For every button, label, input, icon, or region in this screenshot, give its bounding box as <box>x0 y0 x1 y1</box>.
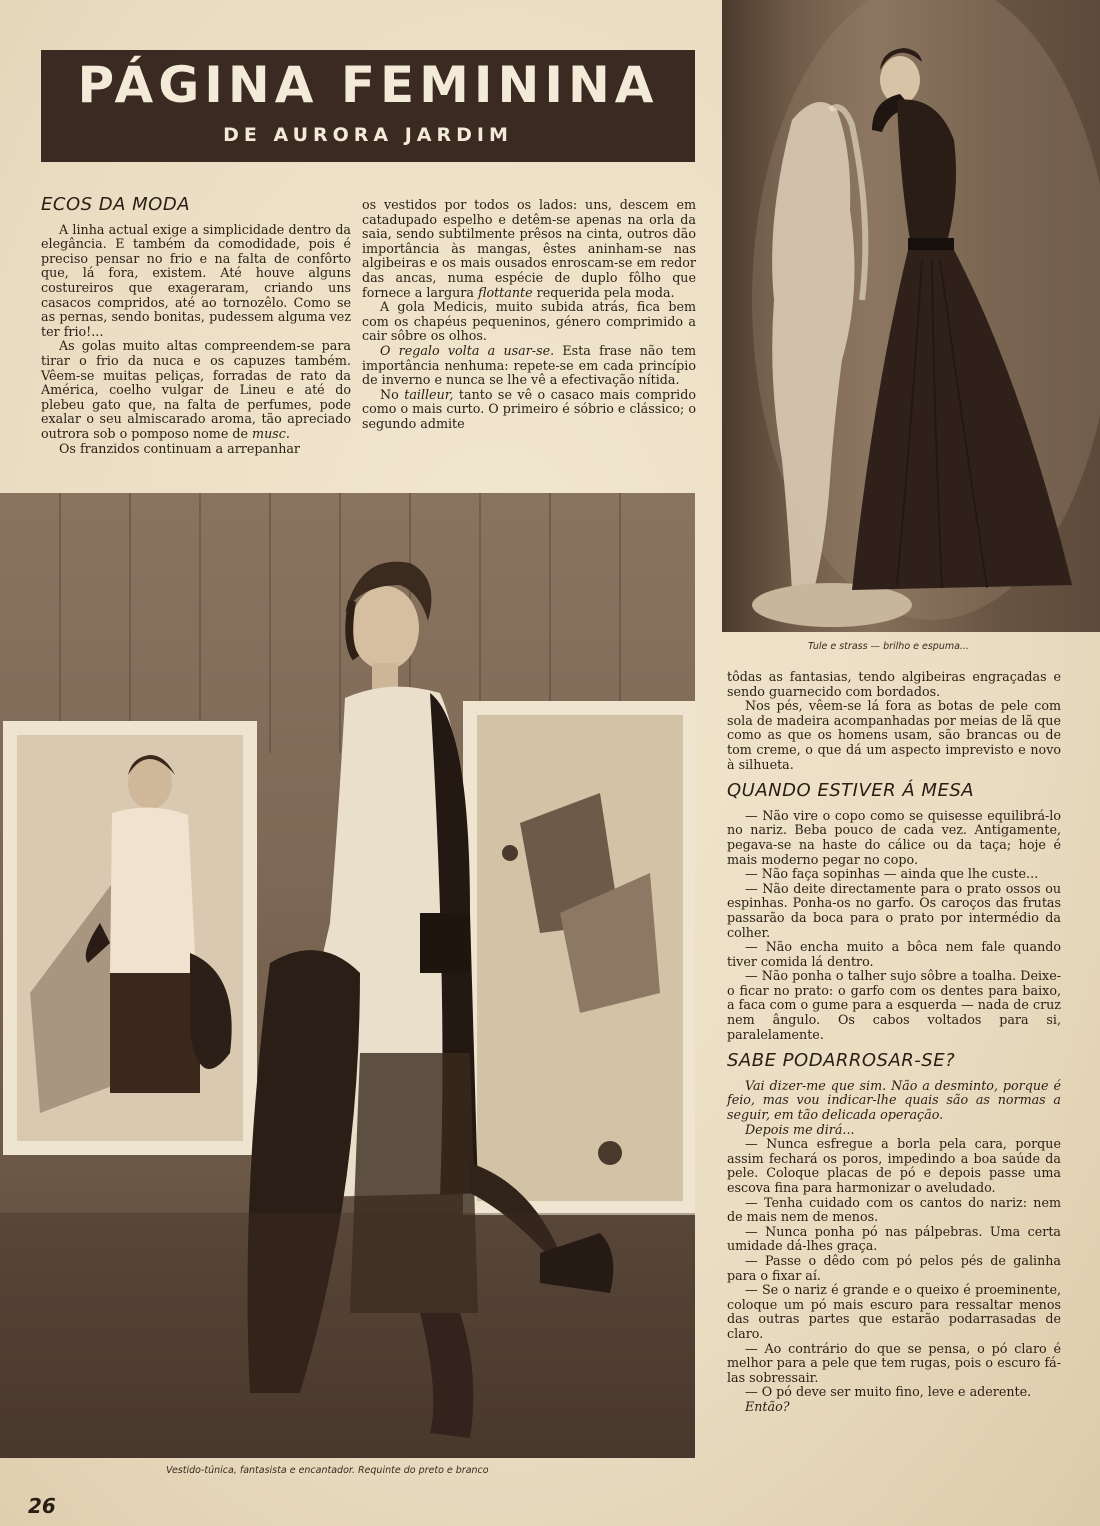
ecos-paragraph-7: No tailleur, tanto se vê o casaco mais comprido como o mais curto. O primeiro é sóbrio e clássico; o segundo admite <box>362 386 696 431</box>
mesa-item-5: — Não ponha o talher sujo sôbre a toalha. Deixe-o ficar no prato: o garfo com os dentes para baixo, a faca com o gume para a esquerda — nada de cruz nem ângulo. Os cabos voltados para si, paralelamente. <box>727 968 1061 1042</box>
right-column <box>727 670 1061 1415</box>
ecos-paragraph-4: os vestidos por todos os lados: uns, descem em catadupado espelho e detêm-se apenas na orla da saia, sendo subtilmente prêsos na cinta, outros dão importância às mangas, êstes aninham-se nas algibeiras e os mais ousados enroscam-se em redor das ancas, numa espécie de duplo fôlho que fornece a largura flottante requerida pela moda. <box>362 197 696 300</box>
podar-item-6: — Ao contrário do que se pensa, o pó claro é melhor para a pele que tem rugas, pois o escuro fá-las sobressair. <box>727 1340 1061 1385</box>
photo-evening-gown <box>722 0 1100 632</box>
mesa-item-3: — Não deite directamente para o prato ossos ou espinhas. Ponha-os no garfo. Os caroços das frutas passarão da boca para o prato por intermédio da colher. <box>727 880 1061 940</box>
mesa-heading: QUANDO ESTIVER Á MESA <box>727 780 975 802</box>
podar-heading: SABE PODARROSAR-SE? <box>727 1050 956 1072</box>
byline: DE AURORA JARDIM <box>223 124 513 146</box>
page-number: 26 <box>28 1494 56 1518</box>
podar-closing: Então? <box>745 1398 790 1414</box>
ecos-column-1 <box>41 194 351 456</box>
ecos-paragraph-6: O regalo volta a usar-se. Esta frase não tem importância nenhuma: repete-se em cada princípio de inverno e nunca se lhe vê a efectivação nítida. <box>362 342 696 388</box>
ecos-paragraph-8: tôdas as fantasias, tendo algibeiras engraçadas e sendo guarnecido com bordados. <box>727 669 1061 699</box>
mesa-item-2: — Não faça sopinhas — ainda que lhe custe... <box>745 866 1039 882</box>
podar-item-3: — Nunca ponha pó nas pálpebras. Uma certa umidade dá-lhes graça. <box>727 1223 1061 1254</box>
photo-tunic-dress <box>0 493 695 1458</box>
mesa-item-1: — Não vire o copo como se quisesse equilibrá-lo no nariz. Beba pouco de cada vez. Antigamente, pegava-se na haste do cálice ou da taça; hoje é mais moderno pegar no copo. <box>727 807 1061 867</box>
masthead <box>41 50 695 162</box>
page-title: PÁGINA FEMININA <box>77 56 659 114</box>
ecos-paragraph-5: A gola Medicis, muito subida atrás, fica bem com os chapéus pequeninos, género comprimido a cair sôbre os olhos. <box>362 299 696 344</box>
podar-intro-2: Depois me dirá... <box>745 1121 855 1137</box>
ecos-paragraph-9: Nos pés, vêem-se lá fora as botas de pele com sola de madeira acompanhadas por meias de lã que como as que os homens usam, são brancas ou de tom creme, o que dá um aspecto imprevisto e novo à silhueta. <box>727 698 1061 772</box>
ecos-paragraph-1: A linha actual exige a simplicidade dentro da elegância. E também da comodidade, pois é preciso pensar no frio e na falta de confôrto que, lá fora, existem. Até houve alguns costureiros que exageraram, criando uns casacos compridos, até ao tornozêlo. Como se as pernas, sendo bonitas, pudessem alguma vez ter frio!... <box>41 221 351 339</box>
tunic-dress-illustration <box>0 493 695 1458</box>
podar-item-7: — O pó deve ser muito fino, leve e aderente. <box>745 1384 1032 1400</box>
caption-evening-gown: Tule e strass — brilho e espuma... <box>808 641 969 652</box>
podar-intro: Vai dizer-me que sim. Não a desminto, porque é feio, mas vou indicar-lhe quais são as normas a seguir, em tão delicada operação. <box>727 1077 1061 1123</box>
ecos-paragraph-3: Os franzidos continuam a arrepanhar <box>59 440 300 456</box>
evening-gown-illustration <box>722 0 1100 632</box>
podar-item-2: — Tenha cuidado com os cantos do nariz: nem de mais nem de menos. <box>727 1194 1061 1225</box>
podar-item-5: — Se o nariz é grande e o queixo é proeminente, coloque um pó mais escuro para ressaltar menos das outras partes que estarão podarrasadas de claro. <box>727 1282 1061 1341</box>
ecos-heading: ECOS DA MODA <box>41 194 191 215</box>
podar-item-1: — Nunca esfregue a borla pela cara, porque assim fechará os poros, impedindo a boa saúde da pele. Coloque placas de pó e depois passe uma escova fina para harmonizar o aveludado. <box>727 1136 1061 1195</box>
podar-item-4: — Passe o dêdo com pó pelos pés de galinha para o fixar aí. <box>727 1252 1061 1283</box>
caption-tunic-dress: Vestido-túnica, fantasista e encantador. Requinte do preto e branco <box>166 1465 489 1476</box>
ecos-paragraph-2: As golas muito altas compreendem-se para tirar o frio da nuca e os capuzes também. Vêem-se muitas peliças, forradas de rato da América, coelho vulgar de Lineu e até do plebeu gato que, na falta de perfumes, pode exalar o seu almiscarado aroma, tão apreciado outrora sob o pomposo nome de musc. <box>41 338 351 441</box>
mesa-item-4: — Não encha muito a bôca nem fale quando tiver comida lá dentro. <box>727 939 1061 969</box>
ecos-column-2 <box>362 198 696 432</box>
